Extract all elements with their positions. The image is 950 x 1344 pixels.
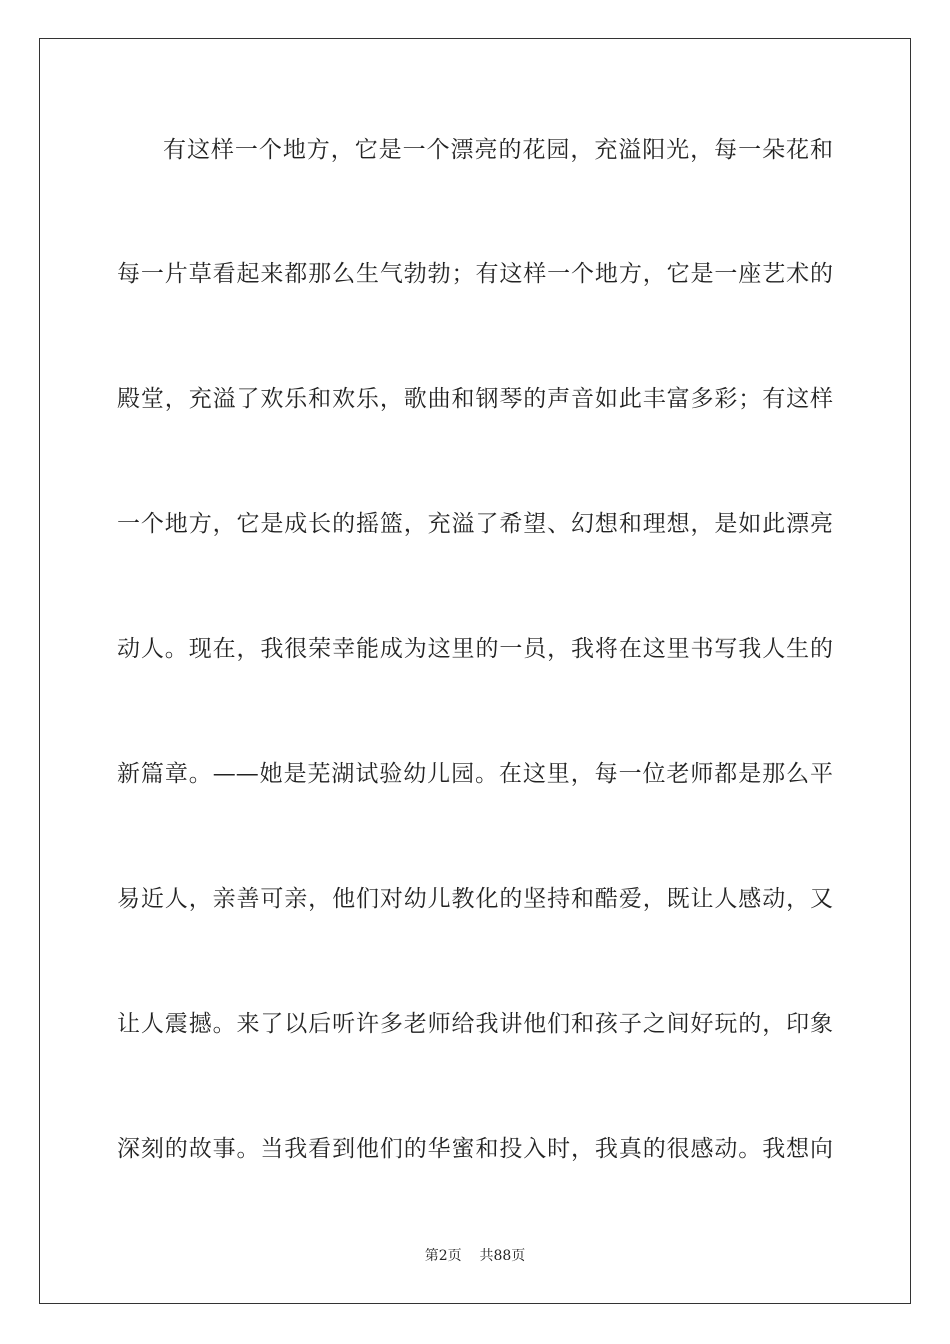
paragraph-line: 每一片草看起来都那么生气勃勃；有这样一个地方，它是一座艺术的 [117,261,833,287]
paragraph-line: 深刻的故事。当我看到他们的华蜜和投入时，我真的很感动。我想向 [117,1136,833,1162]
paragraph-line: 让人震撼。来了以后听许多老师给我讲他们和孩子之间好玩的，印象 [117,1011,833,1037]
paragraph-line: 易近人，亲善可亲，他们对幼儿教化的坚持和酷爱，既让人感动，又 [117,886,833,912]
paragraph-line: 新篇章。——她是芜湖试验幼儿园。在这里，每一位老师都是那么平 [117,761,833,787]
paragraph-line: 动人。现在，我很荣幸能成为这里的一员，我将在这里书写我人生的 [117,636,833,662]
paragraph-line: 一个地方，它是成长的摇篮，充溢了希望、幻想和理想，是如此漂亮 [117,511,833,537]
page-border [39,38,911,1304]
page-number: 第2页 共88页 [424,1248,526,1264]
paragraph-line: 殿堂，充溢了欢乐和欢乐，歌曲和钢琴的声音如此丰富多彩；有这样 [117,386,833,412]
paragraph-line: 有这样一个地方，它是一个漂亮的花园，充溢阳光，每一朵花和 [163,137,833,163]
